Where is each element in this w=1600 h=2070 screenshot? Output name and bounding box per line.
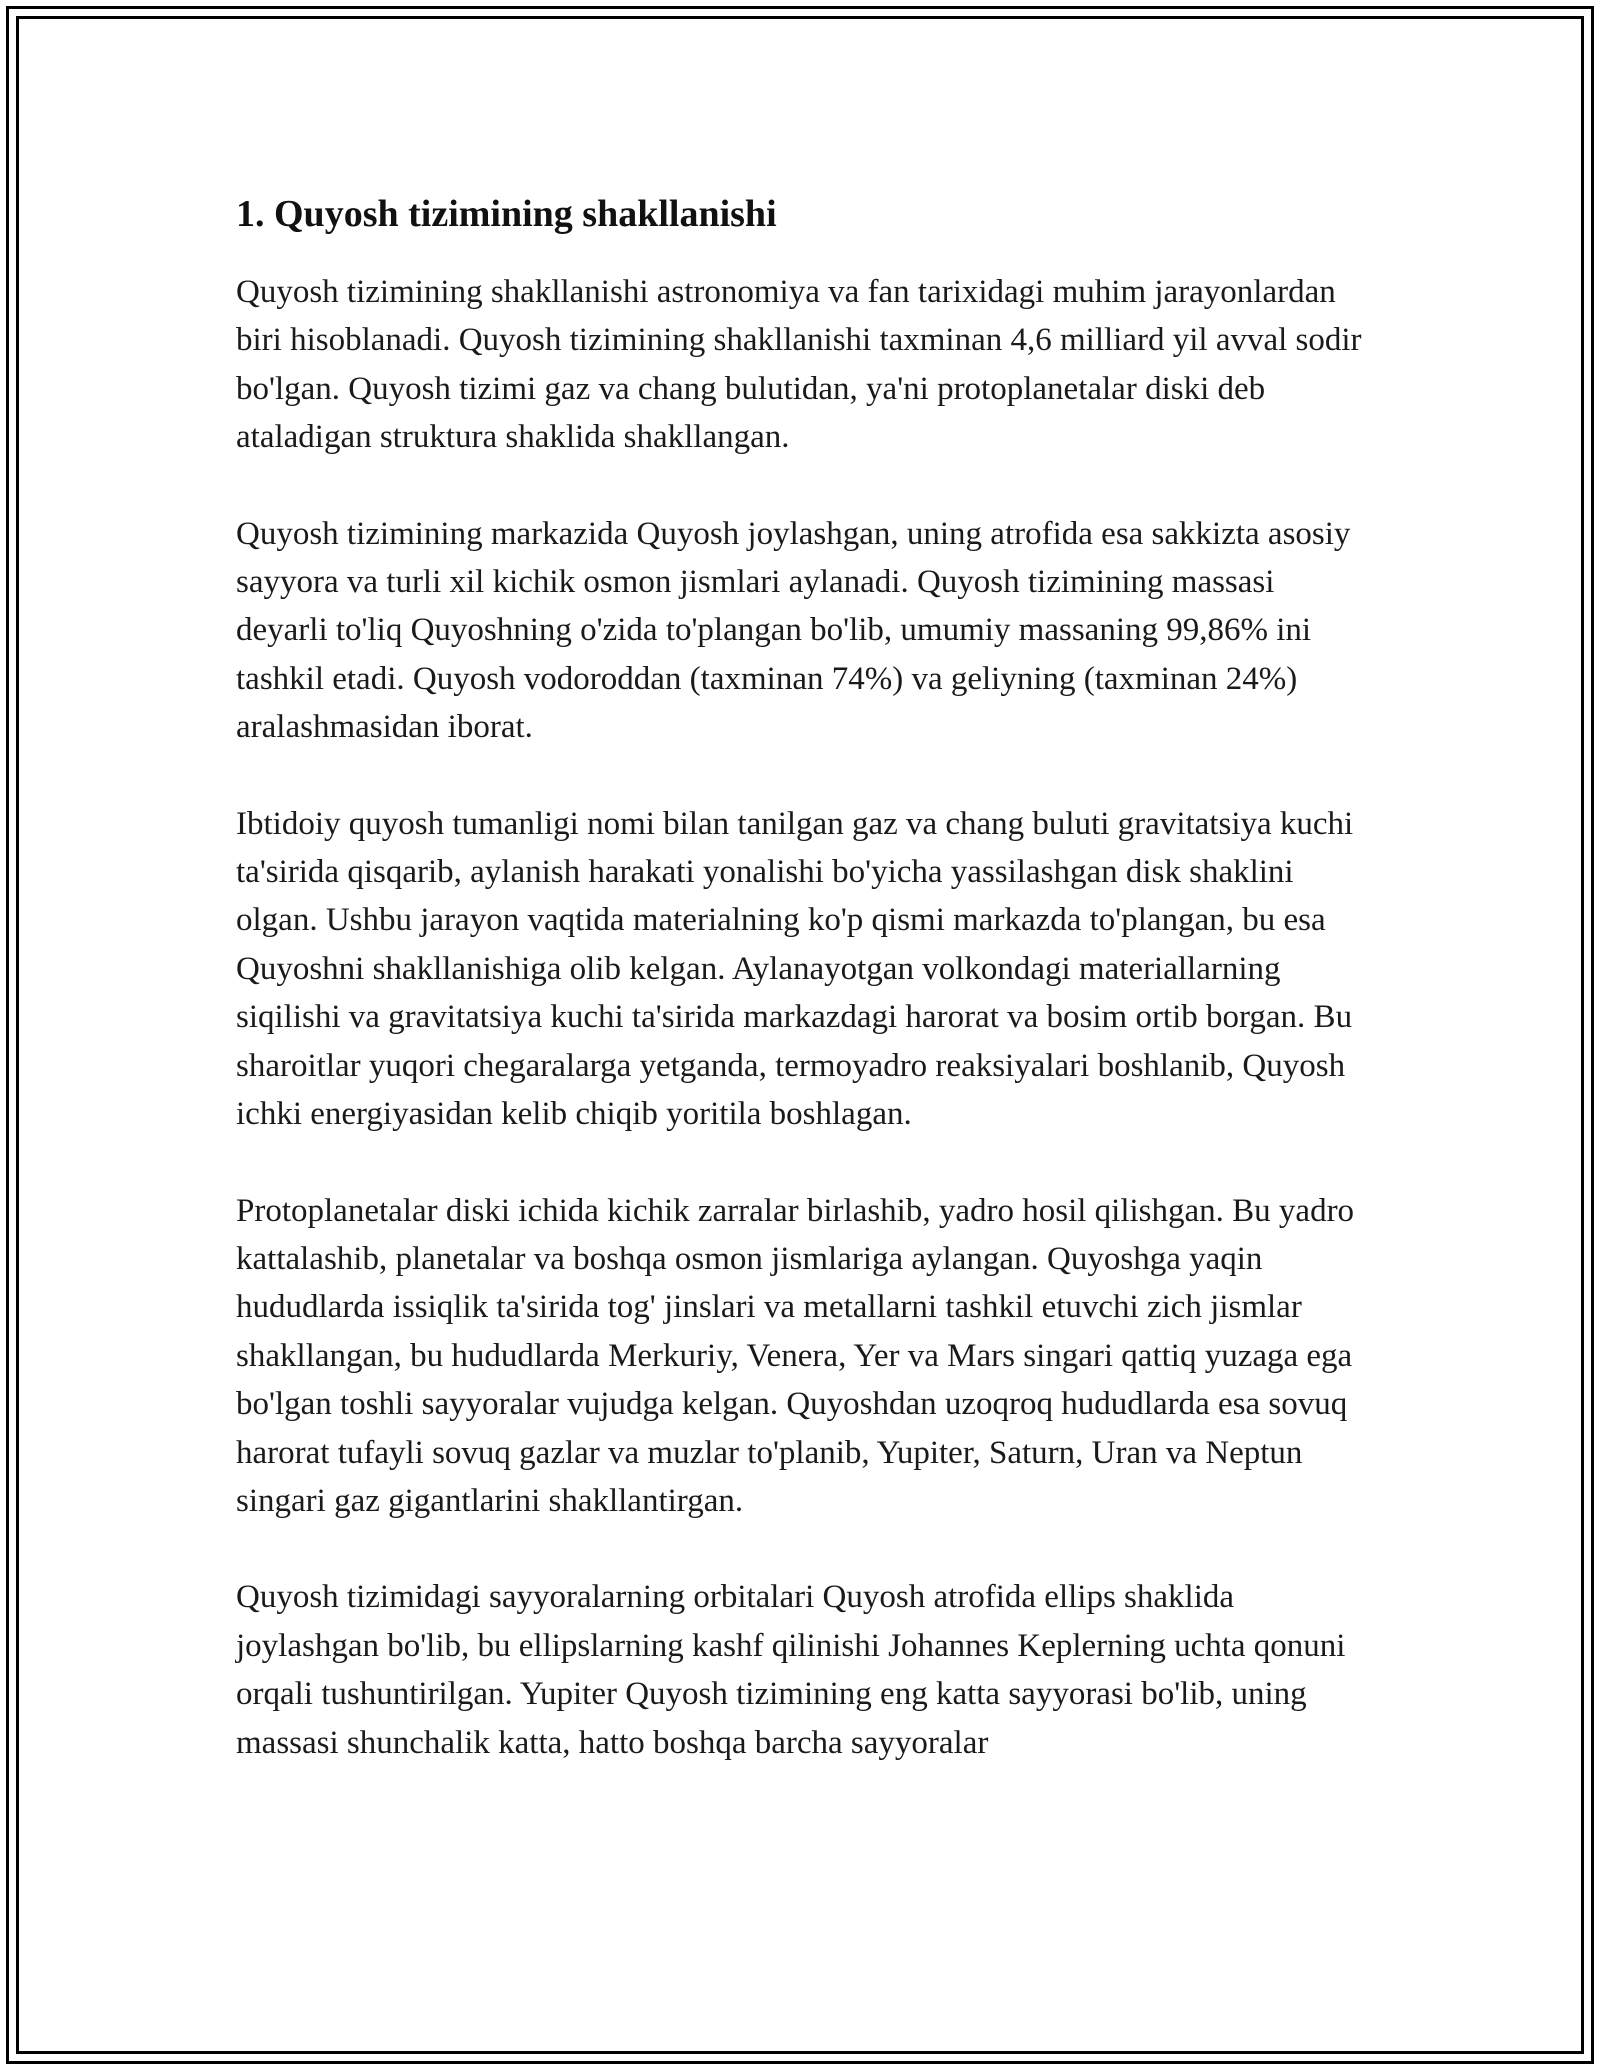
paragraph: Quyosh tizimining shakllanishi astronomiya va fan tarixidagi muhim jarayonlardan biri hisoblanadi. Quyosh tizimining shakllanishi taxminan 4,6 milliard yil avval sodir bo'lgan. Quyosh tizimi gaz va chang bulutidan, ya'ni protoplanetalar diski deb ataladigan struktura shaklida shakllangan.	[236, 274, 1362, 456]
paragraph: Quyosh tizimining markazida Quyosh joylashgan, uning atrofida esa sakkizta asosiy sayyora va turli xil kichik osmon jismlari aylanadi. Quyosh tizimining massasi deyarli to'liq Quyoshning o'zida to'plangan bo'lib, umumiy massaning 99,86% ini tashkil etadi. Quyosh vodoroddan (taxminan 74%) va geliyning (taxminan 24%) aralashmasidan iborat.	[236, 515, 1351, 746]
paragraph: Ibtidoiy quyosh tumanligi nomi bilan tanilgan gaz va chang buluti gravitatsiya kuchi ta'sirida qisqarib, aylanish harakati yonalishi bo'yicha yassilashgan disk shaklini olgan. Ushbu jarayon vaqtida materialning ko'p qismi markazda to'plangan, bu esa Quyoshni shakllanishiga olib kelgan. Aylanayotgan volkondagi materiallarning siqilishi va gravitatsiya kuchi ta'sirida markazdagi harorat va bosim ortib borgan. Bu sharoitlar yuqori chegaralarga yetganda, termoyadro reaksiyalari boshlanib, Quyosh ichki energiyasidan kelib chiqib yoritila boshlagan.	[236, 805, 1354, 1133]
section-heading: 1. Quyosh tizimining shakllanishi	[236, 193, 777, 235]
paragraph: Quyosh tizimidagi sayyoralarning orbitalari Quyosh atrofida ellips shaklida joylashgan bo'lib, bu ellipslarning kashf qilinishi Johannes Keplerning uchta qonuni orqali tushuntirilgan. Yupiter Quyosh tizimining eng katta sayyorasi bo'lib, uning massasi shunchalik katta, hatto boshqa barcha sayyoralar	[236, 1579, 1346, 1761]
paragraph: Protoplanetalar diski ichida kichik zarralar birlashib, yadro hosil qilishgan. Bu yadro kattalashib, planetalar va boshqa osmon jismlariga aylangan. Quyoshga yaqin hududlarda issiqlik ta'sirida tog' jinslari va metallarni tashkil etuvchi zich jismlar shakllangan, bu hududlarda Merkuriy, Venera, Yer va Mars singari qattiq yuzaga ega bo'lgan toshli sayyoralar vujudga kelgan. Quyoshdan uzoqroq hududlarda esa sovuq harorat tufayli sovuq gazlar va muzlar to'planib, Yupiter, Saturn, Uran va Neptun singari gaz gigantlarini shakllantirgan.	[236, 1192, 1355, 1519]
document-body	[236, 186, 1366, 1815]
